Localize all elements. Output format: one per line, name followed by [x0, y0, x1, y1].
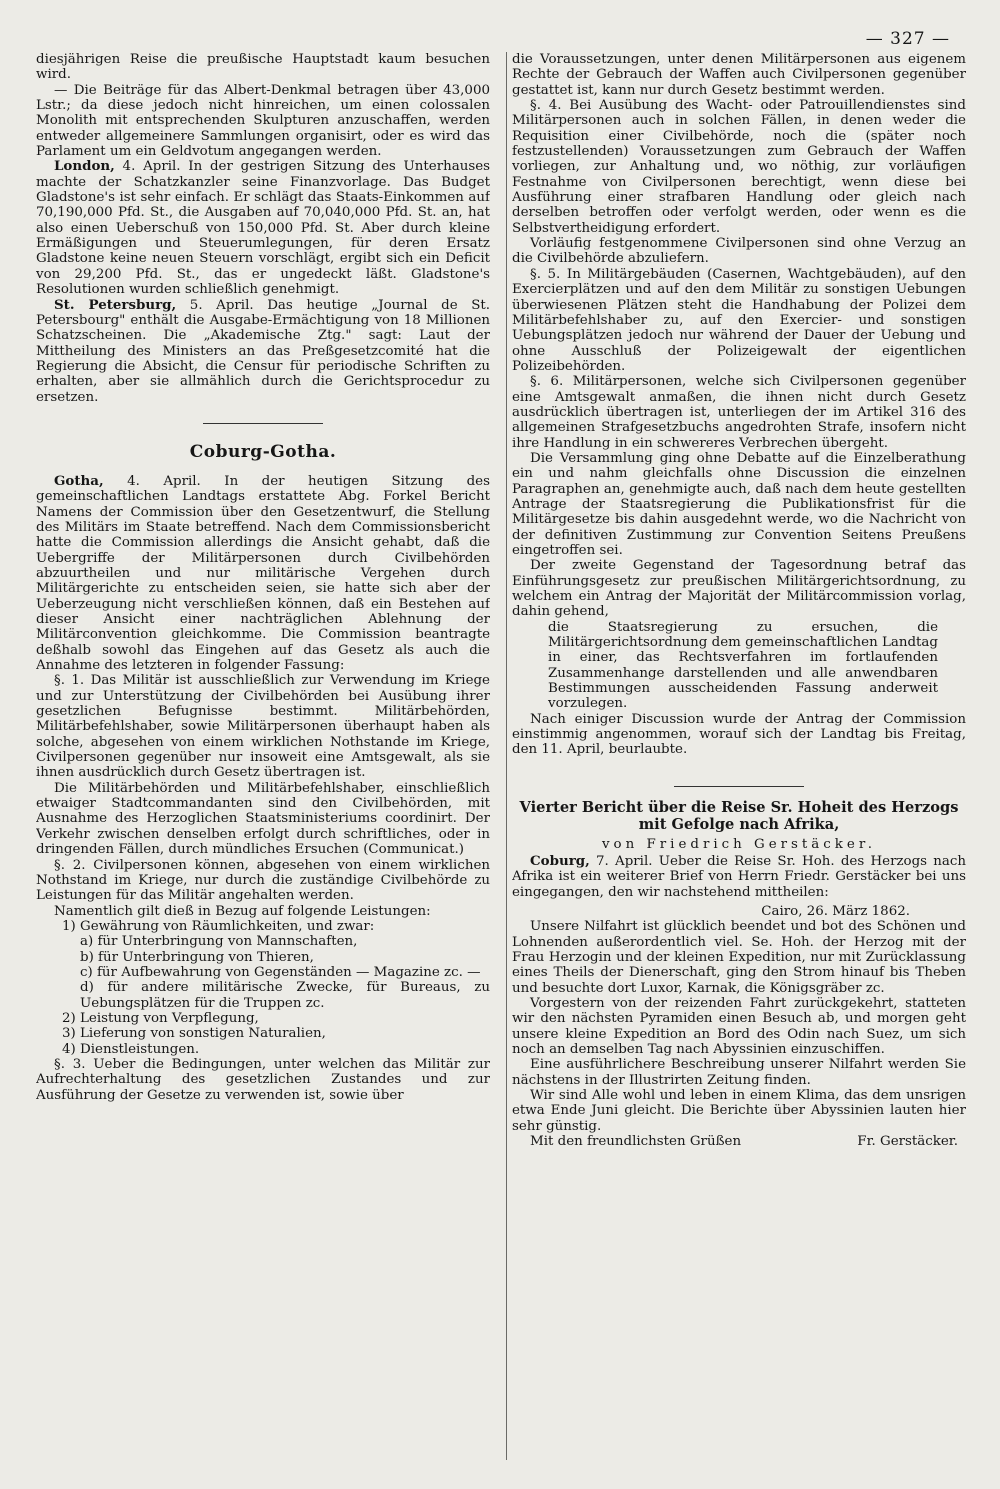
news-item-london [36, 159, 490, 297]
paragraph-section: §. 4. Bei Ausübung des Wacht- oder Patrouillendienstes sind Militärpersonen auch in solchen Fällen, in denen weder die Requisition einer Civilbehörde, noch die (später noch festzustellenden) Voraussetzungen zum Gebrauch der Waffen vorliegen, zur Anhaltung und, wo nöthig, zur vorläufigen Festnahme von Civilpersonen berechtigt, wenn diese bei Ausführung einer strafbaren Handlung oder gleich nach derselben betroffen oder verfolgt werden, oder wenn es die Selbstvertheidigung erfordert. [512, 98, 966, 236]
dateline-place: London, [54, 158, 115, 175]
motion-quote: die Staatsregierung zu ersuchen, die Militärgerichtsordnung dem gemeinschaftlichen Landtag in einer, das Rechtsverfahren im fortlaufenden Zusammenhange darstellenden und alle anwendbaren Bestimmungen ausscheidenden Fassung anderweit vorzulegen. [548, 619, 938, 712]
columns [36, 52, 966, 1472]
news-item-petersburg [36, 298, 490, 405]
report-heading: Vierter Bericht über die Reise Sr. Hoheit des Herzogs mit Gefolge nach Afrika, [519, 798, 959, 833]
dateline-place: Gotha, [54, 472, 104, 489]
list-item: a) für Unterbringung von Mannschaften, [80, 934, 358, 950]
dateline-place: St. Petersburg, [54, 296, 177, 313]
list-item: d) für andere militärische Zwecke, für Bureaus, zu Uebungsplätzen für die Truppen zc. [80, 980, 490, 1011]
report-author: von Friedrich Gerstäcker. [601, 836, 877, 852]
paragraph-section: §. 5. In Militärgebäuden (Casernen, Wachtgebäuden), auf den Exercierplätzen und auf den dem Militär zu sonstigen Uebungen überwiesenen Plätzen steht die Handhabung der Polizei dem Militärbefehlshaber zu, auf den Exercier- und sonstigen Uebungsplätzen jedoch nur während der Dauer der Uebung und ohne Ausschluß der Polizeigewalt der eigentlichen Polizeibehörden. [512, 266, 966, 374]
article-text: Nach einiger Discussion wurde der Antrag der Commission einstimmig angenommen, worauf sich der Landtag bis Freitag, den 11. April, beurlaubte. [512, 711, 966, 758]
news-text: 7. April. Ueber die Reise Sr. Hoh. des Herzogs nach Afrika ist ein weiterer Brief von Herrn Friedr. Gerstäcker bei uns eingegangen, den wir nachstehend mittheilen: [512, 853, 966, 900]
left-column [36, 52, 490, 1472]
letter-text: Eine ausführlichere Beschreibung unserer Nilfahrt werden Sie nächstens in der Illustrirten Zeitung finden. [512, 1057, 966, 1088]
news-text: 4. April. In der gestrigen Sitzung des Unterhauses machte der Schatzkanzler seine Finanzvorlage. Das Budget Gladstone's ist sehr einfach. Er schlägt das Staats-Einkommen auf 70,190,000 Pfd. St., die Ausgaben auf 70,040,000 Pfd. St. an, hat also einen Ueberschuß von 150,000 Pfd. St. Aber durch kleine Ermäßigungen und Steuerumlegungen, für deren Ersatz Gladstone keine neuen Steuern vorschlägt, ergibt sich ein Deficit von 29,200 Pfd. St., das er ungedeckt läßt. Gladstone's Resolutionen wurden schließlich genehmigt. [36, 159, 490, 298]
signature: Fr. Gerstäcker. [857, 1134, 958, 1149]
news-text: 4. April. In der heutigen Sitzung des gemeinschaftlichen Landtags erstattete Abg. Forkel Bericht Namens der Commission über den Gesetzentwurf, die Stellung des Militärs im Staate betreffend. Nach dem Commissionsbericht hatte die Commission allerdings die Ansicht gehabt, daß die Uebergriffe der Militärpersonen durch Civilbehörden abzuurtheilen und nur militärische Vergehen durch Militärgerichte zu entscheiden seien, sie hatte sich aber der Ueberzeugung nicht verschließen können, daß ein Bestehen auf dieser Ansicht einer nachträglichen Ablehnung der Militärconvention gleichkomme. Die Commission beantragte deßhalb sowohl das Eingehen auf das Gesetz als auch die Annahme des letzteren in folgender Fassung: [36, 473, 490, 674]
article-text: Der zweite Gegenstand der Tagesordnung betraf das Einführungsgesetz zur preußischen Militärgerichtsordnung, zu welchem ein Antrag der Majorität der Militärcommission vorlag, dahin gehend, [512, 558, 966, 620]
list-item: 2) Leistung von Verpflegung, [62, 1010, 259, 1026]
section-heading: Coburg-Gotha. [189, 441, 337, 462]
paragraph-section: §. 6. Militärpersonen, welche sich Civilpersonen gegenüber eine Amtsgewalt anmaßen, die ihnen nicht durch Gesetz ausdrücklich übertragen ist, unterliegen der im Artikel 316 des allgemeinen Strafgesetzbuchs angedrohten Strafe, insofern nicht ihre Handlung in ein schwereres Verbrechen übergeht. [512, 374, 966, 451]
letter-text: Unsere Nilfahrt ist glücklich beendet und bot des Schönen und Lohnenden außerordentlich viel. Se. Hoh. der Herzog mit der Frau Herzogin und der kleinen Expedition, nur mit Zurücklassung eines Theils der Dienerschaft, ging den Strom hinauf bis Theben und besuchte dort Luxor, Karnak, die Königsgräber zc. [512, 919, 966, 996]
separator-line [674, 786, 804, 787]
right-column [512, 52, 966, 1472]
article-text: diesjährigen Reise die preußische Hauptstadt kaum besuchen wird. [36, 52, 490, 83]
list-item: b) für Unterbringung von Thieren, [80, 949, 314, 965]
article-text: die Voraussetzungen, unter denen Militärpersonen aus eigenem Rechte der Gebrauch der Waffen auch Civilpersonen gegenüber gestattet ist, kann nur durch Gesetz bestimmt werden. [512, 52, 966, 98]
letter-dateline: Cairo, 26. März 1862. [761, 903, 910, 919]
paragraph-section: §. 1. Das Militär ist ausschließlich zur Verwendung im Kriege und zur Unterstützung der Civilbehörden bei Ausübung ihrer gesetzlichen Befugnisse bestimmt. Militärbehörden, Militärbefehlshaber, sowie Militärpersonen überhaupt haben als solche, abgesehen von einem wirklichen Nothstande im Kriege, Civilpersonen gegenüber nur insoweit eine Amtsgewalt, als sie ihnen ausdrücklich durch Gesetz übertragen ist. [36, 673, 490, 781]
news-item-coburg [512, 854, 966, 900]
paragraph-section: Namentlich gilt dieß in Bezug auf folgende Leistungen: [54, 903, 431, 919]
list-item: 3) Lieferung von sonstigen Naturalien, [62, 1026, 326, 1042]
paragraph-section: §. 2. Civilpersonen können, abgesehen von einem wirklichen Nothstand im Kriege, nur durch die zuständige Civilbehörde zu Leistungen für das Militär angehalten werden. [36, 857, 490, 904]
list-item: 4) Dienstleistungen. [62, 1041, 200, 1057]
article-text: Die Versammlung ging ohne Debatte auf die Einzelberathung ein und nahm gleichfalls ohne Discussion die einzelnen Paragraphen an, genehmigte auch, daß nach dem heute gestellten Antrage der Staatsregierung die Publikationsfrist für die Militärgesetze bis dahin ausgedehnt werde, wo die Nachricht von der definitiven Zustimmung zur Convention Seitens Preußens eingetroffen sei. [512, 450, 966, 558]
letter-closing [512, 1134, 966, 1149]
letter-text: Wir sind Alle wohl und leben in einem Klima, das dem unsrigen etwa Ende Juni gleicht. Die Berichte über Abyssinien lauten hier sehr günstig. [512, 1087, 966, 1134]
dateline-place: Coburg, [530, 852, 590, 869]
letter-text: Vorgestern von der reizenden Fahrt zurückgekehrt, statteten wir den nächsten Pyramiden einen Besuch ab, und morgen geht unsere kleine Expedition an Bord des Odin nach Suez, um sich noch an demselben Tag nach Abyssinien einzuschiffen. [512, 995, 966, 1057]
list-item: 1) Gewährung von Räumlichkeiten, und zwar: [62, 918, 375, 934]
news-item-gotha [36, 474, 490, 673]
article-text: — Die Beiträge für das Albert-Denkmal betragen über 43,000 Lstr.; da diese jedoch nicht hinreichen, um einen colossalen Monolith mit entsprechenden Skulpturen anzuschaffen, werden entweder allgemeinere Sammlungen organisirt, oder es wird das Parlament um ein Geldvotum angegangen werden. [36, 82, 490, 160]
news-text: 5. April. Das heutige „Journal de St. Petersbourg" enthält die Ausgabe-Ermächtigung von 18 Millionen Schatzscheinen. Die „Akademische Ztg." sagt: Laut der Mittheilung des Ministers an das Preßgesetzcomité hat die Regierung die Absicht, die Censur für periodische Schriften zu erhalten, aber sie allmählich durch die Gerichtsprocedur zu ersetzen. [36, 297, 490, 405]
paragraph-section: Vorläufig festgenommene Civilpersonen sind ohne Verzug an die Civilbehörde abzuliefern. [512, 236, 966, 267]
closing-greeting: Mit den freundlichsten Grüßen [530, 1134, 742, 1149]
list-item: c) für Aufbewahrung von Gegenständen — Magazine zc. — [80, 964, 481, 980]
column-rule [506, 52, 507, 1460]
page-number: — 327 — [865, 29, 950, 49]
paragraph-section: Die Militärbehörden und Militärbefehlshaber, einschließlich etwaiger Stadtcommandanten sind den Civilbehörden, mit Ausnahme des Herzoglichen Staatsministeriums coordinirt. Der Verkehr zwischen denselben erfolgt durch schriftliches, oder in dringenden Fällen, durch mündliches Ersuchen (Communicat.) [36, 780, 490, 858]
separator-line [203, 423, 323, 424]
paragraph-section: §. 3. Ueber die Bedingungen, unter welchen das Militär zur Aufrechterhaltung des gesetzlichen Zustandes und zur Ausführung der Gesetze zu verwenden ist, sowie über [36, 1056, 490, 1103]
